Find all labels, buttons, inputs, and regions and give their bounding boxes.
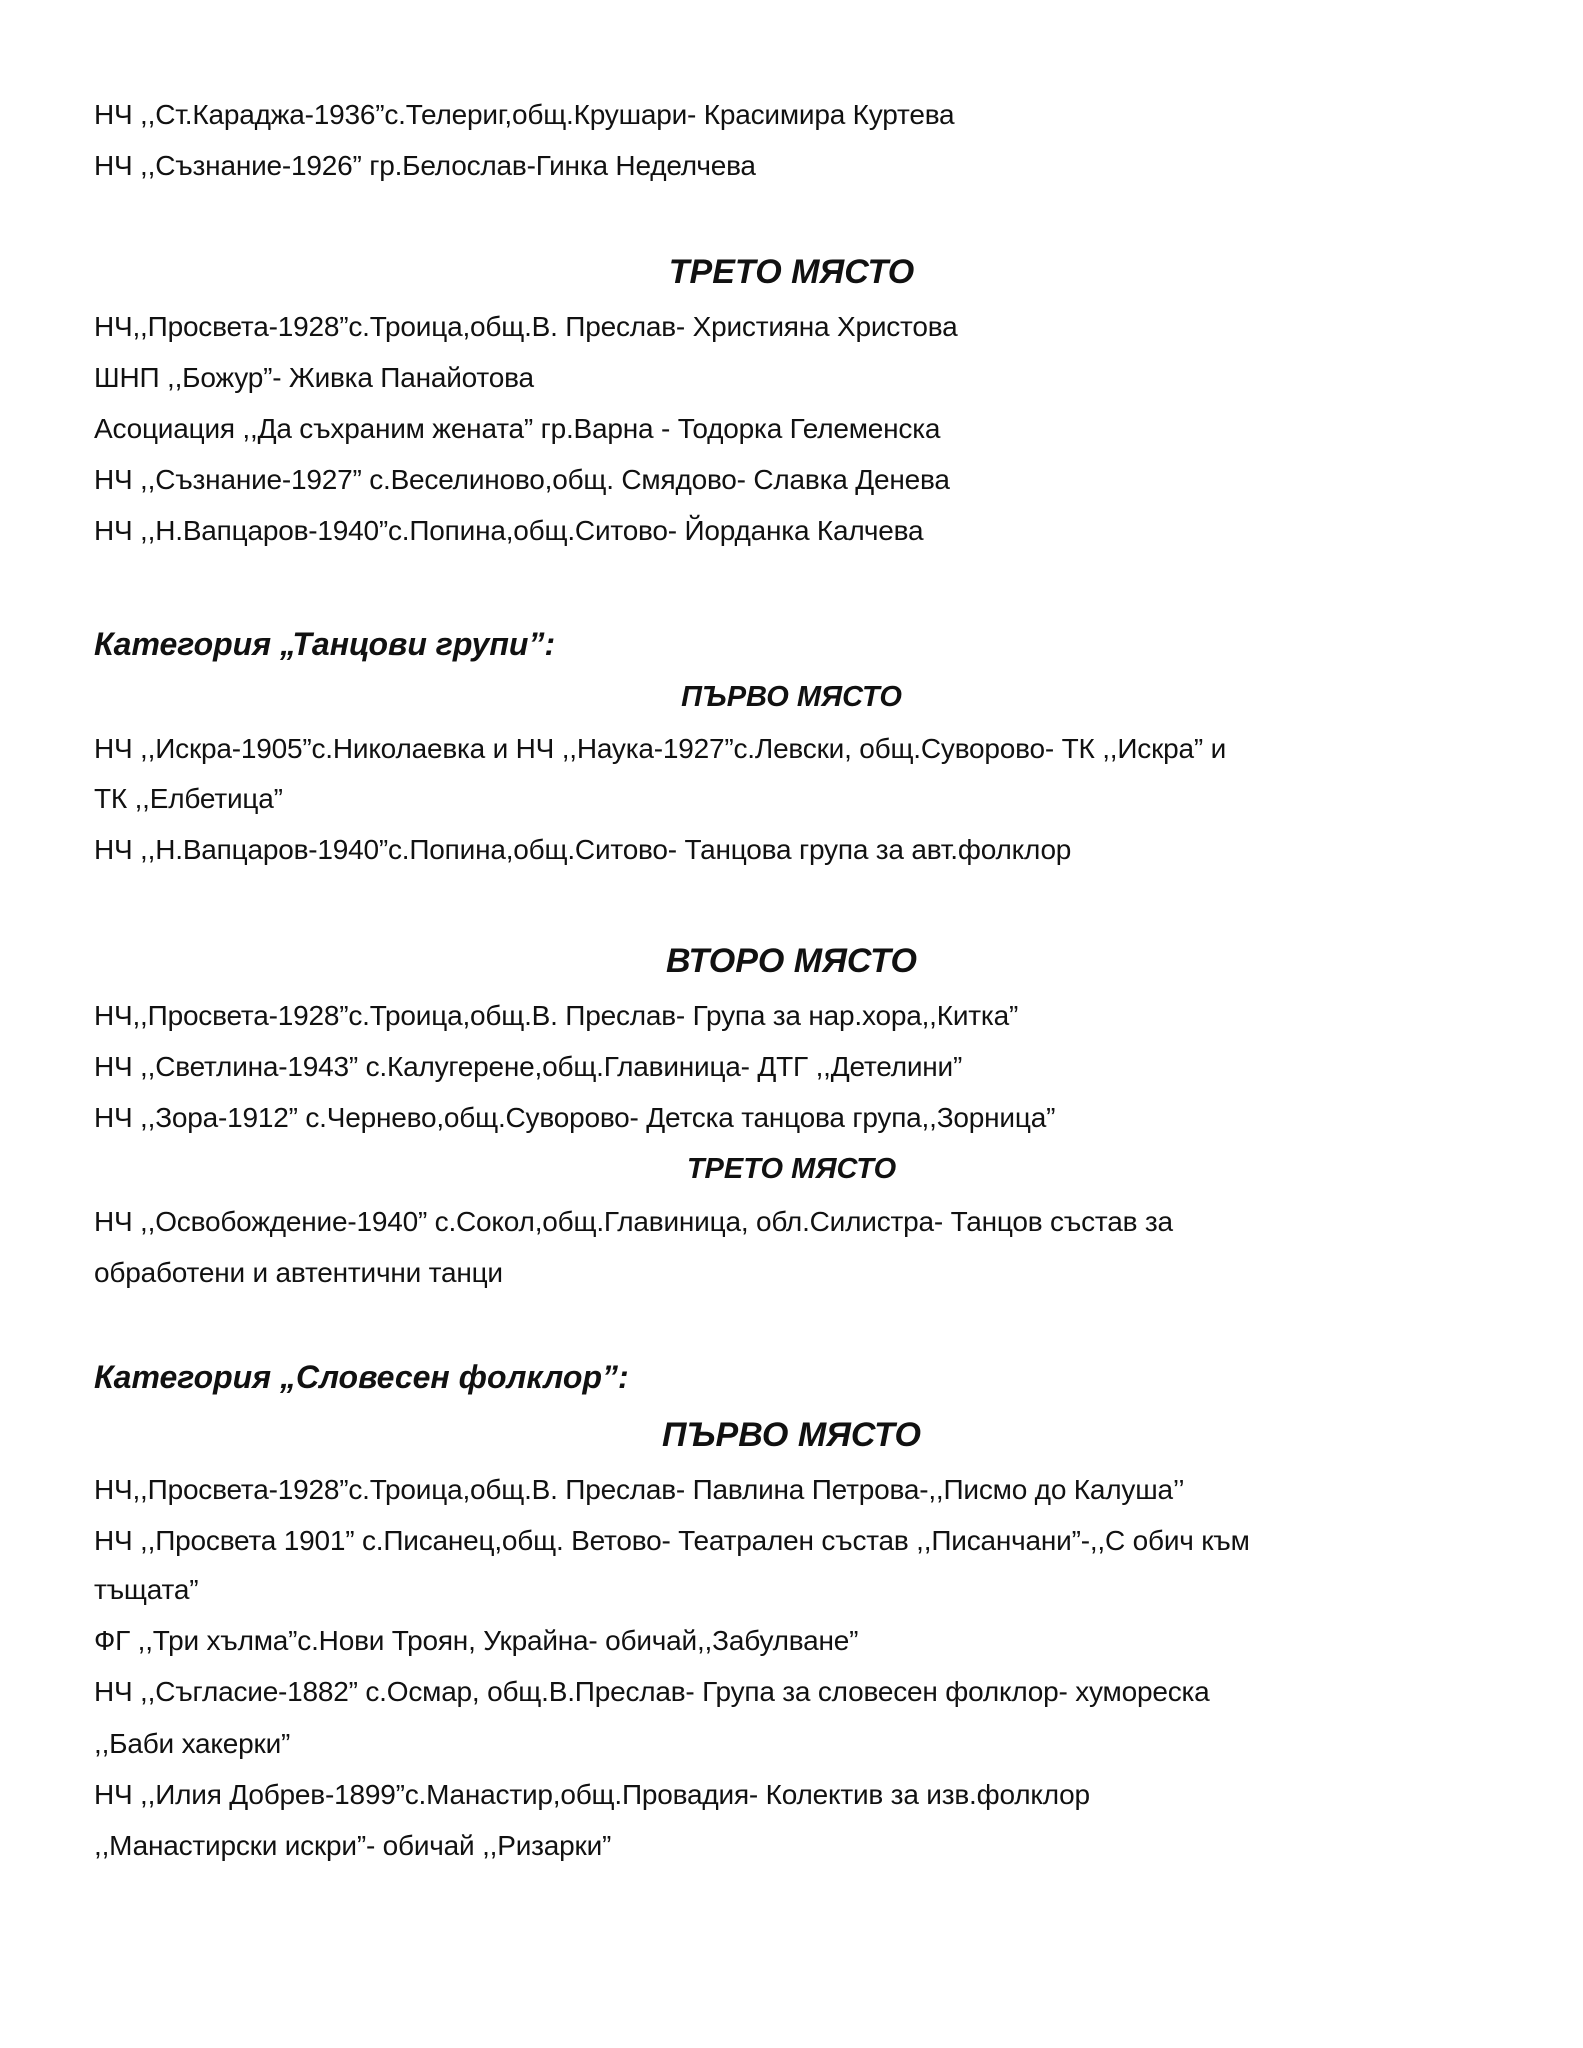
award-entry: НЧ ,,Н.Вапцаров-1940”с.Попина,общ.Ситово- Танцова група за авт.фолклор	[94, 834, 1072, 865]
award-entry: НЧ,,Просвета-1928”с.Троица,общ.В. Преслав- Християна Христова	[94, 311, 958, 342]
award-entry: НЧ ,,Съгласие-1882” с.Осмар, общ.В.Преслав- Група за словесен фолклор- хумореска	[94, 1676, 1210, 1707]
place-heading-third: ТРЕТО МЯСТО	[668, 253, 915, 291]
award-entry: НЧ,,Просвета-1928”с.Троица,общ.В. Преслав- Група за нар.хора,,Китка”	[94, 1000, 1019, 1031]
place-heading-first: ПЪРВО МЯСТО	[662, 1416, 921, 1454]
award-entry: НЧ,,Просвета-1928”с.Троица,общ.В. Преслав- Павлина Петрова-,,Писмо до Калуша’’	[94, 1474, 1185, 1505]
place-heading-second: ВТОРО МЯСТО	[666, 942, 917, 980]
award-entry: НЧ ,,Просвета 1901” с.Писанец,общ. Ветово- Театрален състав ,,Писанчани”-,,С обич към	[94, 1525, 1250, 1556]
award-entry: ШНП ,,Божур”- Живка Панайотова	[94, 362, 534, 393]
category-heading-verbal-folklore: Категория „Словесен фолклор”:	[94, 1359, 629, 1395]
award-entry: НЧ ,,Светлина-1943” с.Калугерене,общ.Главиница- ДТГ ,,Детелини”	[94, 1051, 963, 1082]
award-entry: НЧ ,,Илия Добрев-1899”с.Манастир,общ.Провадия- Колектив за изв.фолклор	[94, 1779, 1090, 1810]
award-entry: НЧ ,,Съзнание-1927” с.Веселиново,общ. Смядово- Славка Денева	[94, 464, 950, 495]
place-heading-third: ТРЕТО МЯСТО	[686, 1153, 897, 1185]
award-entry-continuation: обработени и автентични танци	[94, 1257, 503, 1288]
award-entry: НЧ ,,Ст.Караджа-1936”с.Телериг,общ.Крушари- Красимира Куртева	[94, 99, 955, 130]
award-entry: НЧ ,,Искра-1905”с.Николаевка и НЧ ,,Наука-1927”с.Левски, общ.Суворово- ТК ,,Искра” и	[94, 733, 1227, 764]
award-entry-continuation: тъщата”	[94, 1574, 199, 1605]
place-heading-first: ПЪРВО МЯСТО	[681, 681, 902, 713]
award-entry: НЧ ,,Н.Вапцаров-1940”с.Попина,общ.Ситово- Йорданка Калчева	[94, 515, 924, 546]
award-entry-continuation: ТК ,,Елбетица”	[94, 783, 283, 814]
award-entry: Асоциация ,,Да съхраним жената” гр.Варна - Тодорка Гелеменска	[94, 413, 941, 444]
award-entry: ФГ ,,Три хълма”с.Нови Троян, Украйна- обичай,,Забулване”	[94, 1625, 859, 1656]
award-entry: НЧ ,,Съзнание-1926” гр.Белослав-Гинка Неделчева	[94, 150, 756, 181]
award-entry-continuation: ,,Баби хакерки”	[94, 1728, 291, 1759]
award-entry: НЧ ,,Зора-1912” с.Чернево,общ.Суворово- Детска танцова група,,Зорница”	[94, 1102, 1056, 1133]
award-entry: НЧ ,,Освобождение-1940” с.Сокол,общ.Главиница, обл.Силистра- Танцов състав за	[94, 1206, 1173, 1237]
award-entry-continuation: ,,Манастирски искри”- обичай ,,Ризарки”	[94, 1830, 612, 1861]
category-heading-dance-groups: Категория „Танцови групи”:	[94, 626, 556, 662]
